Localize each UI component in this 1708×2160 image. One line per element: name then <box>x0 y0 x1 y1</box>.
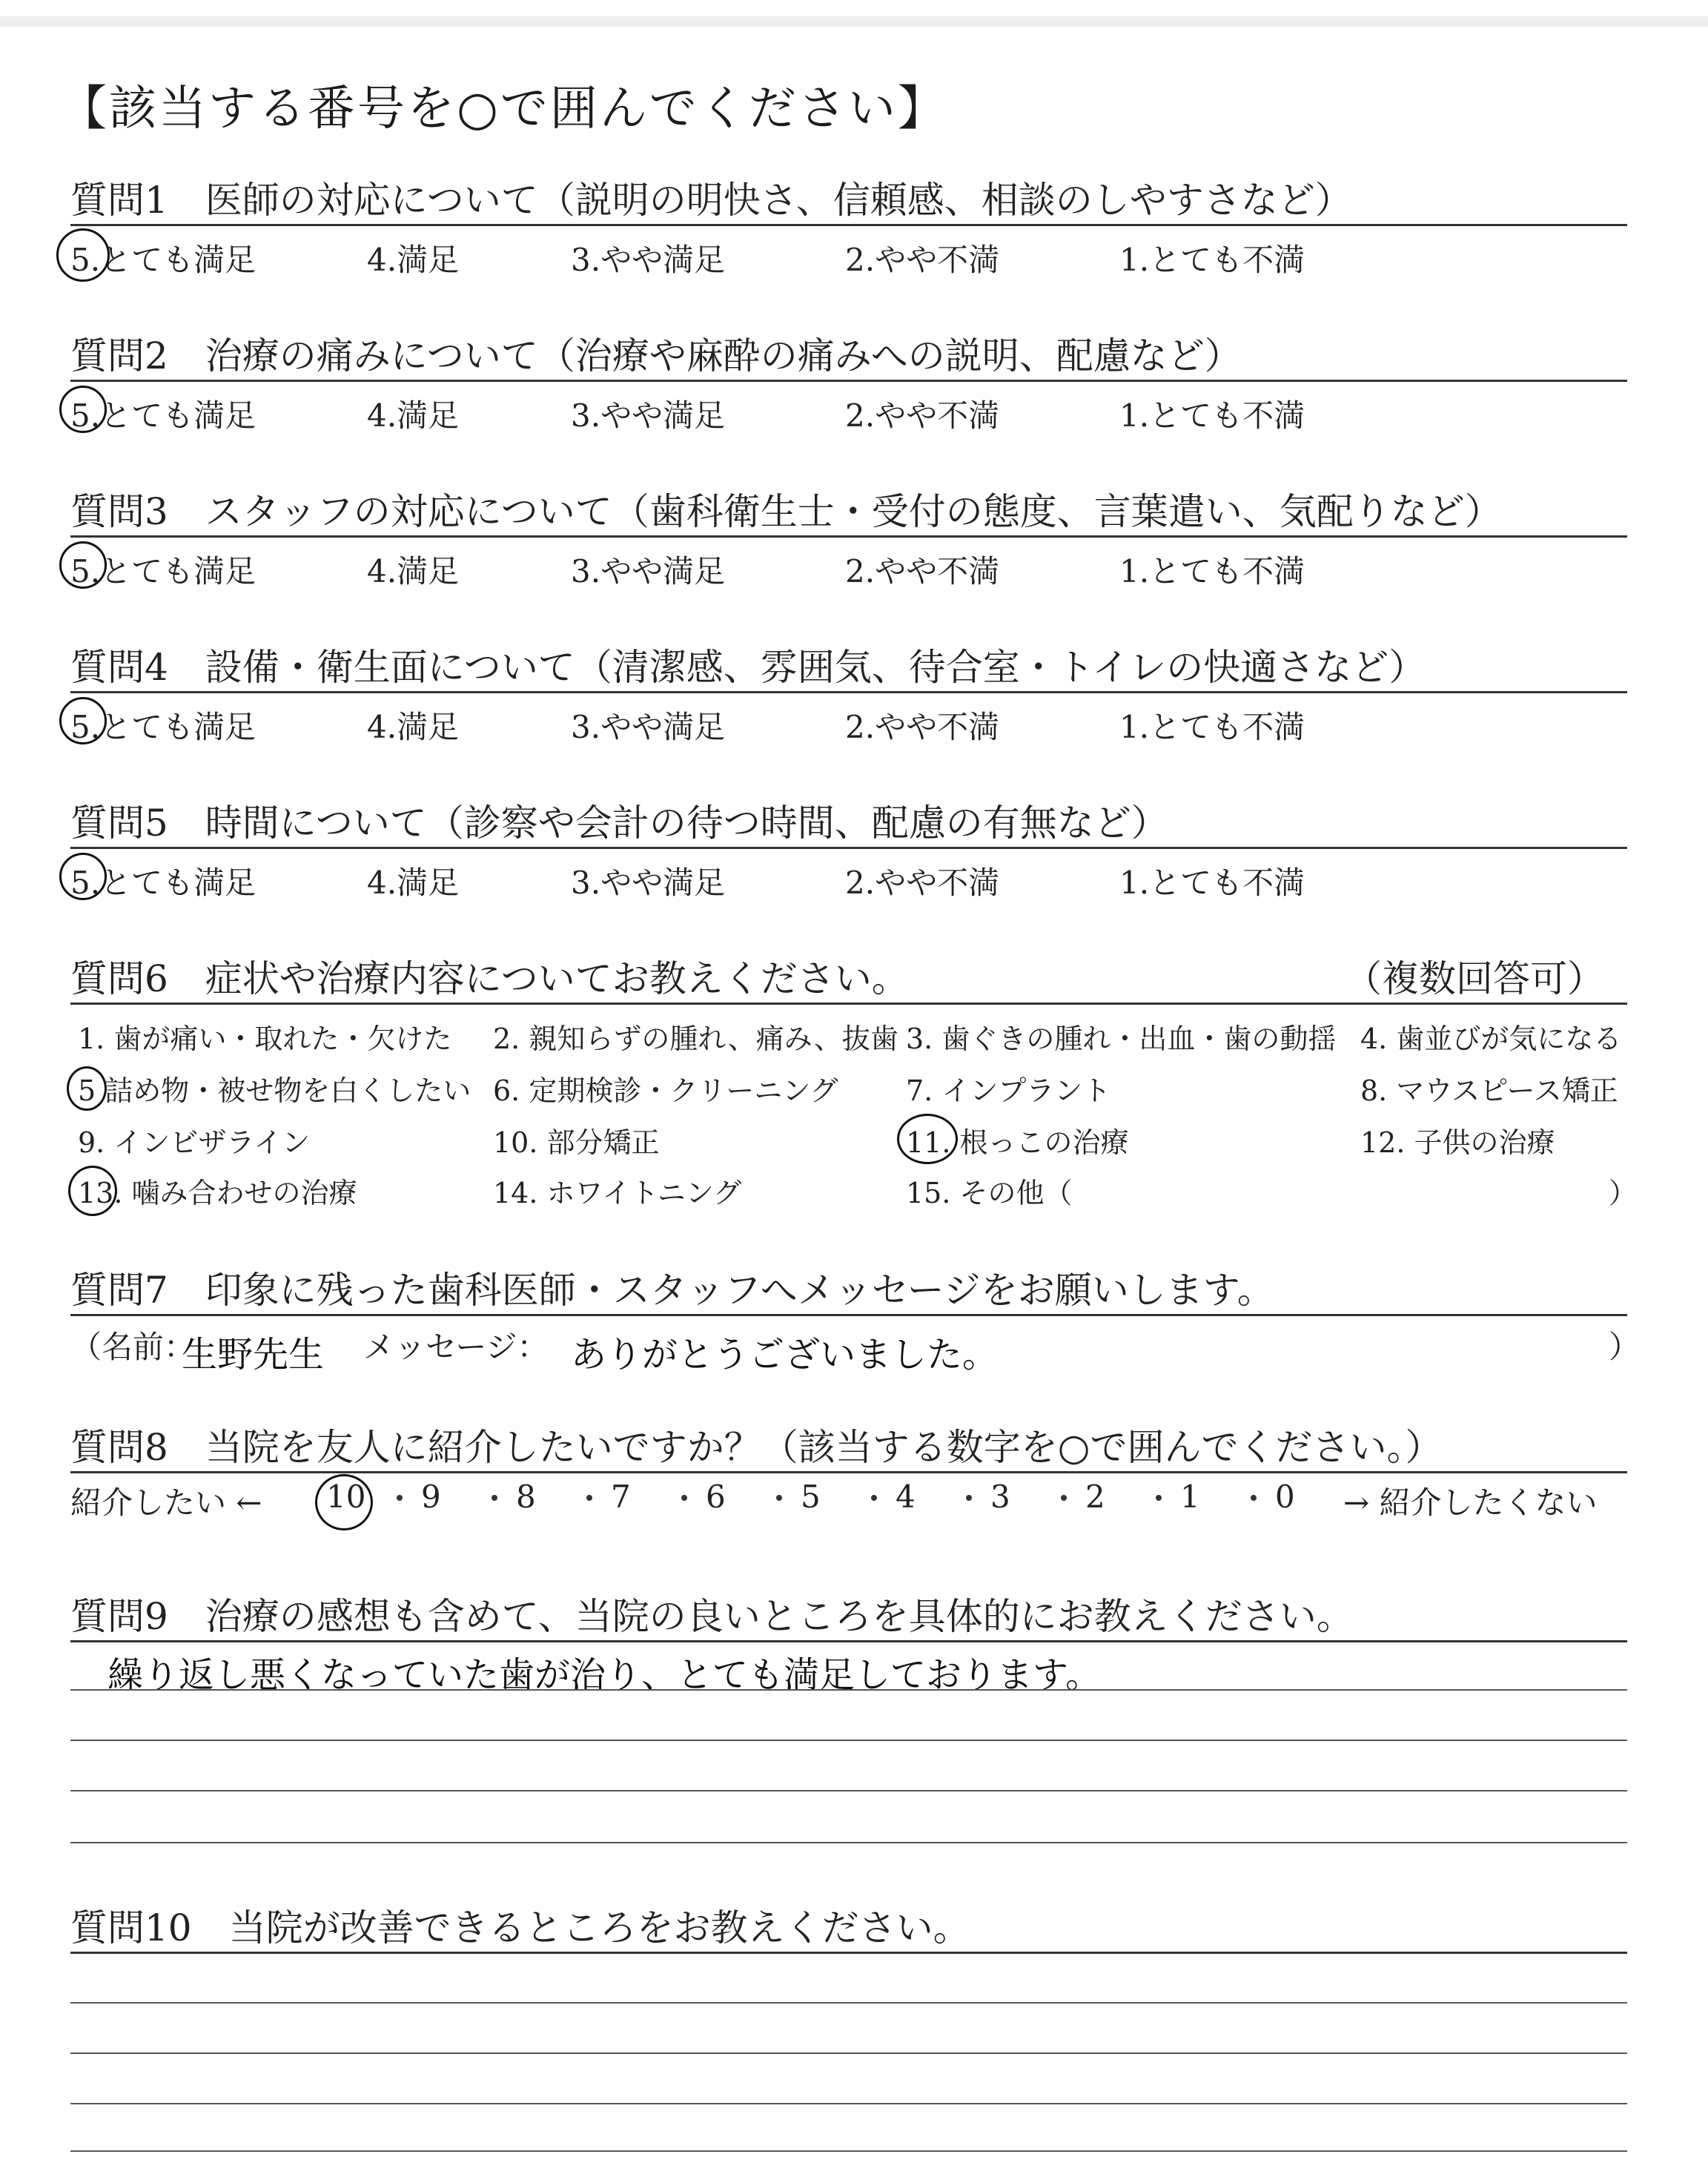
q10-title: 質問10 当院が改善できるところをお教えください。 <box>70 1906 970 1949</box>
q6-item-5-circle <box>67 1066 107 1111</box>
q10-answer-line <box>70 2002 1627 2004</box>
q6-item-13-circle <box>68 1166 117 1216</box>
q6-title: 質問6 症状や治療内容についてお教えください。 <box>70 957 909 1000</box>
form-heading: 【該当する番号を○で囲んでください】 <box>59 82 947 136</box>
q2-selection-circle <box>59 386 107 433</box>
q3-title: 質問3 スタッフの対応について（歯科衛生士・受付の態度、言葉遣い、気配りなど） <box>70 490 1502 533</box>
q5-option-5[interactable]: 5.とても満足 <box>70 865 256 901</box>
q5-option-3[interactable]: 3.やや満足 <box>571 865 726 901</box>
q1-rule <box>70 224 1627 226</box>
q5-selection-circle <box>59 853 107 900</box>
q7-title: 質問7 印象に残った歯科医師・スタッフへメッセージをお願いします。 <box>70 1269 1274 1312</box>
q6-item-1[interactable]: 1. 歯が痛い・取れた・欠けた <box>78 1023 452 1055</box>
q7-name-handwritten[interactable]: 生野先生 <box>182 1334 325 1375</box>
q8-scale-separator <box>1156 1495 1162 1501</box>
q6-item-15-closing-paren: ） <box>1609 1177 1638 1209</box>
q8-scale-separator <box>681 1495 687 1501</box>
q8-scale-separator <box>776 1495 782 1501</box>
q6-item-8[interactable]: 8. マウスピース矯正 <box>1360 1074 1618 1107</box>
q1-option-5[interactable]: 5.とても満足 <box>70 242 256 278</box>
q2-option-2[interactable]: 2.やや不満 <box>845 397 1000 434</box>
q1-title: 質問1 医師の対応について（説明の明快さ、信頼感、相談のしやすさなど） <box>70 179 1352 222</box>
q8-scale-separator <box>397 1495 403 1501</box>
q8-scale-separator <box>1061 1495 1067 1501</box>
q5-title: 質問5 時間について（診察や会計の待つ時間、配慮の有無など） <box>70 802 1168 845</box>
q6-item-3[interactable]: 3. 歯ぐきの腫れ・出血・歯の動揺 <box>906 1023 1337 1055</box>
q3-option-5[interactable]: 5.とても満足 <box>70 553 256 589</box>
q2-option-4[interactable]: 4.満足 <box>367 397 460 434</box>
q8-scale-10[interactable]: 10 <box>326 1479 366 1515</box>
q5-option-4[interactable]: 4.満足 <box>367 865 460 901</box>
q8-right-label: → 紹介したくない <box>1343 1484 1598 1521</box>
q6-item-7[interactable]: 7. インプラント <box>906 1074 1111 1107</box>
q6-item-11[interactable]: 11. 根っこの治療 <box>906 1126 1129 1159</box>
q8-scale-separator <box>1251 1495 1257 1501</box>
q7-closing-paren: ） <box>1609 1329 1641 1365</box>
q9-answer-line <box>70 1689 1627 1691</box>
q8-scale-5[interactable]: 5 <box>801 1479 821 1515</box>
q9-answer-handwritten[interactable]: 繰り返し悪くなっていた歯が治り、とても満足しております。 <box>107 1654 1102 1696</box>
q4-option-2[interactable]: 2.やや不満 <box>845 709 1000 745</box>
q2-option-5[interactable]: 5.とても満足 <box>70 397 256 434</box>
q4-selection-circle <box>59 697 107 744</box>
q8-scale-separator <box>586 1495 592 1501</box>
q10-answer-line <box>70 2103 1627 2104</box>
q3-option-4[interactable]: 4.満足 <box>367 553 460 589</box>
q6-item-15[interactable]: 15. その他（ <box>906 1177 1073 1209</box>
q8-rule <box>70 1471 1627 1473</box>
q8-scale-7[interactable]: 7 <box>611 1479 631 1515</box>
q3-option-2[interactable]: 2.やや不満 <box>845 553 1000 589</box>
q10-answer-line <box>70 2052 1627 2054</box>
q2-title: 質問2 治療の痛みについて（治療や麻酔の痛みへの説明、配慮など） <box>70 334 1242 377</box>
q6-item-2[interactable]: 2. 親知らずの腫れ、痛み、抜歯 <box>493 1023 898 1055</box>
q6-item-14[interactable]: 14. ホワイトニング <box>493 1177 742 1209</box>
q1-option-1[interactable]: 1.とても不満 <box>1119 242 1305 278</box>
q1-option-2[interactable]: 2.やや不満 <box>845 242 1000 278</box>
q6-rule <box>70 1003 1627 1005</box>
q6-item-13[interactable]: 13. 噛み合わせの治療 <box>78 1177 357 1209</box>
q3-rule <box>70 535 1627 538</box>
q8-scale-9[interactable]: 9 <box>421 1479 441 1515</box>
q5-option-1[interactable]: 1.とても不満 <box>1119 865 1305 901</box>
q8-scale-separator <box>871 1495 877 1501</box>
q6-item-11-circle <box>897 1114 958 1164</box>
q8-scale-4[interactable]: 4 <box>896 1479 916 1515</box>
q4-option-5[interactable]: 5.とても満足 <box>70 709 256 745</box>
q8-scale-separator <box>966 1495 972 1501</box>
q4-option-1[interactable]: 1.とても不満 <box>1119 709 1305 745</box>
q6-item-4[interactable]: 4. 歯並びが気になる <box>1360 1023 1622 1055</box>
q9-answer-line <box>70 1740 1627 1741</box>
q7-name-label: （名前： <box>70 1329 196 1365</box>
q10-rule <box>70 1952 1627 1954</box>
q4-rule <box>70 691 1627 693</box>
q7-message-label: メッセージ： <box>363 1329 549 1365</box>
q8-selection-circle <box>315 1474 373 1530</box>
q4-option-3[interactable]: 3.やや満足 <box>571 709 726 745</box>
q8-scale-2[interactable]: 2 <box>1085 1479 1105 1515</box>
q8-scale-8[interactable]: 8 <box>516 1479 536 1515</box>
q8-scale-1[interactable]: 1 <box>1180 1479 1200 1515</box>
q5-option-2[interactable]: 2.やや不満 <box>845 865 1000 901</box>
q9-answer-line <box>70 1842 1627 1843</box>
q1-option-4[interactable]: 4.満足 <box>367 242 460 278</box>
q2-option-1[interactable]: 1.とても不満 <box>1119 397 1305 434</box>
q5-rule <box>70 847 1627 849</box>
q3-option-3[interactable]: 3.やや満足 <box>571 553 726 589</box>
q9-title: 質問9 治療の感想も含めて、当院の良いところを具体的にお教えください。 <box>70 1595 1354 1638</box>
q4-option-4[interactable]: 4.満足 <box>367 709 460 745</box>
q8-scale-separator <box>491 1495 497 1501</box>
q6-item-9[interactable]: 9. インビザライン <box>78 1126 311 1159</box>
q7-rule <box>70 1314 1627 1316</box>
scan-edge <box>0 16 1708 27</box>
q8-scale-3[interactable]: 3 <box>990 1479 1010 1515</box>
q4-title: 質問4 設備・衛生面について（清潔感、雰囲気、待合室・トイレの快適さなど） <box>70 646 1426 689</box>
q6-item-10[interactable]: 10. 部分矯正 <box>493 1126 660 1159</box>
q8-scale-6[interactable]: 6 <box>706 1479 726 1515</box>
q10-answer-line <box>70 2150 1627 2152</box>
q8-title: 質問8 当院を友人に紹介したいですか？（該当する数字を○で囲んでください。） <box>70 1426 1443 1469</box>
q1-selection-circle <box>56 228 110 282</box>
q9-rule <box>70 1640 1627 1642</box>
q8-left-label: 紹介したい ← <box>70 1484 262 1521</box>
q1-option-3[interactable]: 3.やや満足 <box>571 242 726 278</box>
q9-answer-line <box>70 1790 1627 1791</box>
q7-message-handwritten[interactable]: ありがとうございました。 <box>571 1334 999 1375</box>
q3-selection-circle <box>59 541 107 589</box>
q6-note: （複数回答可） <box>1345 957 1604 1000</box>
q2-rule <box>70 380 1627 382</box>
q8-scale-0[interactable]: 0 <box>1275 1479 1295 1515</box>
q6-item-6[interactable]: 6. 定期検診・クリーニング <box>493 1074 838 1107</box>
q2-option-3[interactable]: 3.やや満足 <box>571 397 726 434</box>
q6-item-5[interactable]: 5 詰め物・被せ物を白くしたい <box>78 1074 471 1107</box>
q3-option-1[interactable]: 1.とても不満 <box>1119 553 1305 589</box>
q6-item-12[interactable]: 12. 子供の治療 <box>1360 1126 1555 1159</box>
